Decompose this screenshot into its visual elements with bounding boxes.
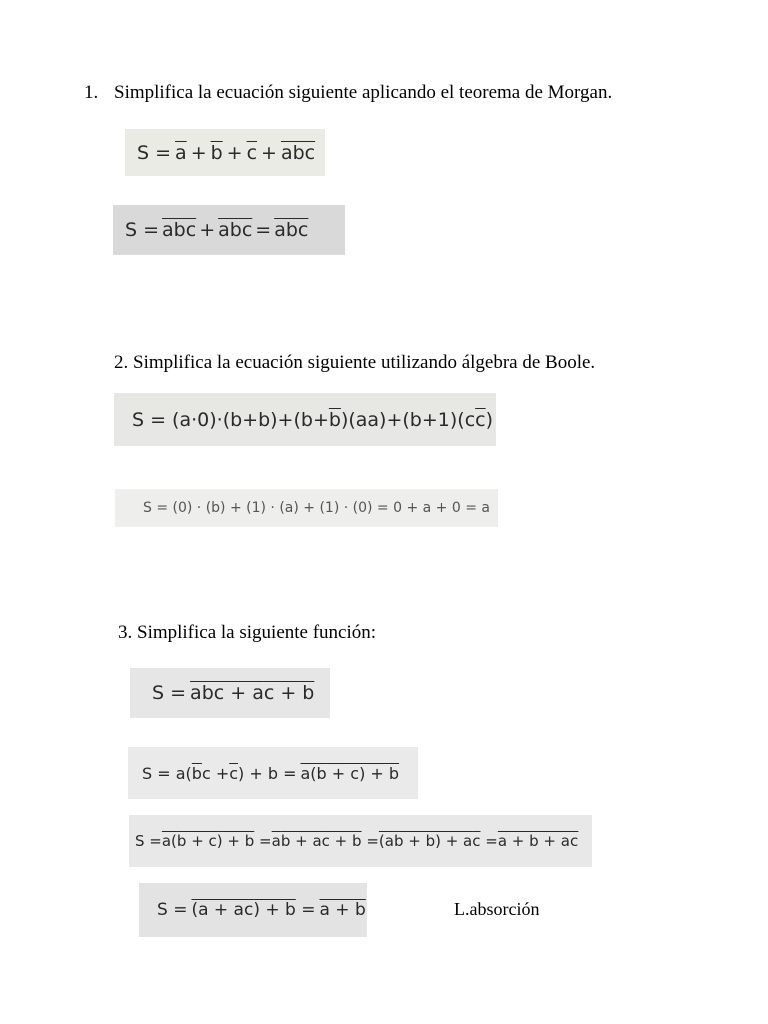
- equation-image-2a: S = (a·0)·(b+b)+(b+ $\overline{b}$ )(aa)+(b+1)(c $\overline{c}$ ): [114, 393, 496, 446]
- absorption-law-note: L.absorción: [454, 899, 540, 919]
- section2-heading: 2. Simplifica la ecuación siguiente utilizando álgebra de Boole.: [114, 352, 596, 373]
- section1-heading: [84, 82, 612, 104]
- equation-image-3c: S = a(b + c) + b = ab + ac + b = (ab + b) + ac = a + b + ac: [129, 815, 592, 867]
- equation-image-1a: S = $\overline{a}$ + $\overline{b}$ + $\overline{c}$ + $\overline{abc}$: [125, 129, 325, 176]
- section1-number: 1.: [84, 82, 99, 103]
- equation-image-3d: S = (a + ac) + b = a + b: [139, 883, 367, 937]
- equation-image-3b: S = a( $\overline{b}$ c + $\overline{c}$ ) + b = a(b + c) + b: [128, 747, 418, 799]
- section3-heading: 3. Simplifica la siguiente función:: [118, 622, 377, 643]
- equation-image-3a: S = abc + ac + b: [130, 668, 330, 718]
- equation-image-1b: S = $\overline{abc}$ + $\overline{abc}$ = $\overline{abc}$: [113, 205, 345, 255]
- equation-image-2b: S = (0) · (b) + (1) · (a) + (1) · (0) = 0 + a + 0 = a: [115, 489, 498, 527]
- section1-instruction: Simplifica la ecuación siguiente aplicando el teorema de Morgan.: [114, 82, 613, 103]
